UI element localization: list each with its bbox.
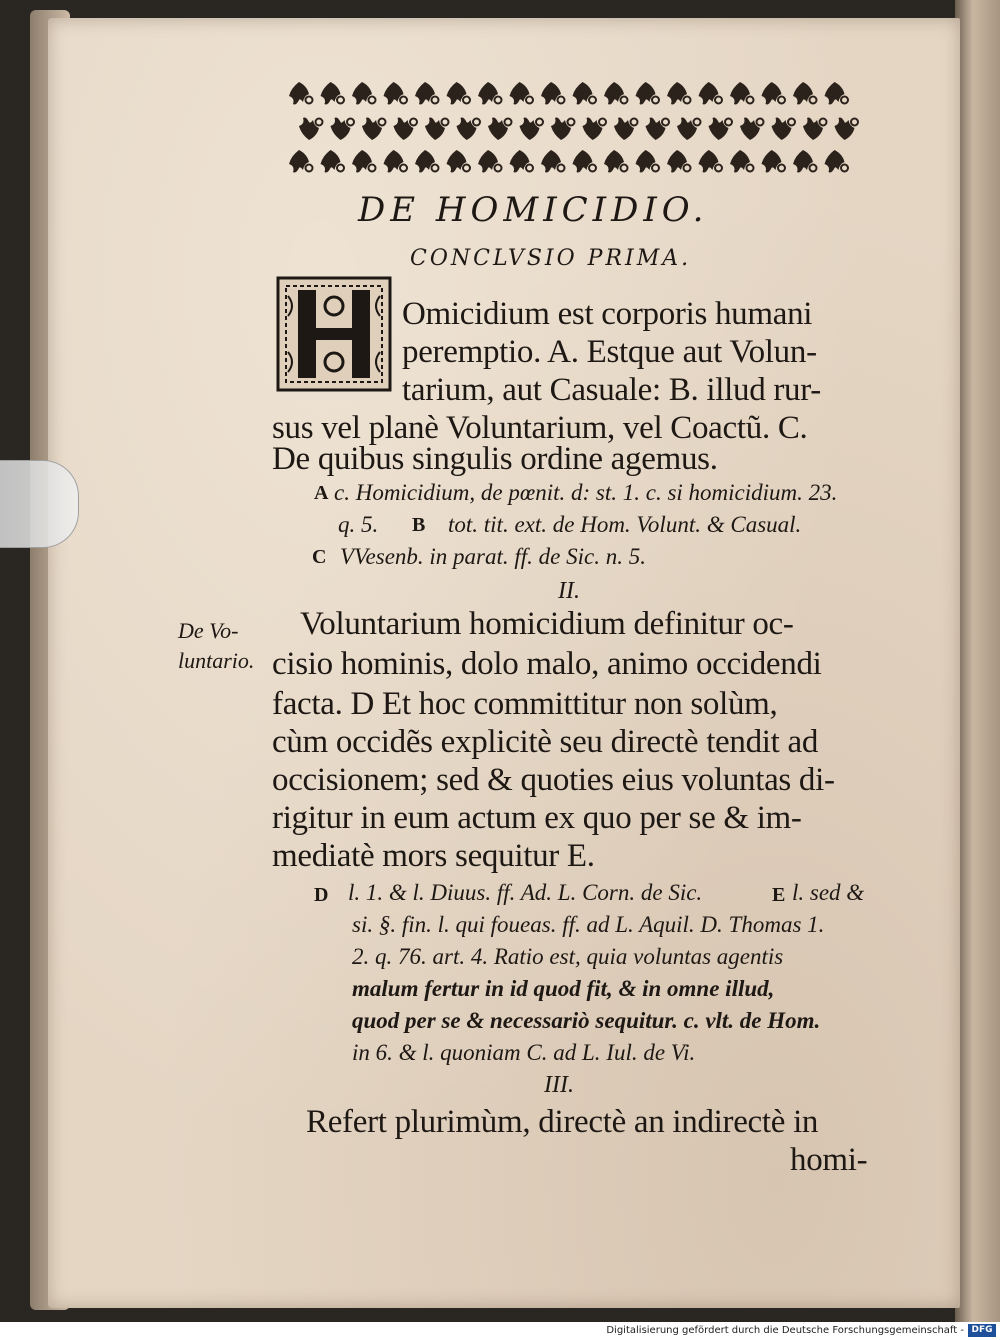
note-b-text: tot. tit. ext. de Hom. Volunt. & Casual. — [448, 512, 802, 537]
ornament-tendril — [526, 97, 533, 104]
note-e-line-5: quod per se & necessariò sequitur. c. vlt. de Hom. — [352, 1008, 821, 1033]
ornament-tendril — [463, 97, 470, 104]
ornament-tendril — [495, 97, 502, 104]
dfg-logo: DFG — [968, 1324, 996, 1337]
conclusion1-line-1: Omicidium est corporis humani — [402, 296, 813, 332]
conclusion1-line-3: tarium, aut Casuale: B. illud rur- — [402, 372, 821, 408]
ornament-tendril — [306, 97, 313, 104]
footer-credit: Digitalisierung gefördert durch die Deutsche Forschungsgemeinschaft - — [606, 1325, 964, 1336]
ornament-tendril — [400, 97, 407, 104]
conclusion1-line-5: De quibus singulis ordine agemus. — [272, 441, 718, 477]
ornament-tendril — [778, 97, 785, 104]
ornament-tendril — [725, 119, 732, 126]
ornament-tendril — [621, 97, 628, 104]
section2-line-7: mediatè mors sequitur E. — [272, 838, 595, 874]
note-e-line-4: malum fertur in id quod fit, & in omne illud, — [352, 976, 775, 1001]
note-e-text: l. sed & — [792, 880, 865, 905]
margin-note-line-2: luntario. — [178, 648, 255, 673]
ornament-tendril — [747, 165, 754, 172]
ornament-tendril — [306, 165, 313, 172]
ornament-tendril — [841, 165, 848, 172]
conclusion1-line-2: peremptio. A. Estque aut Volun- — [402, 334, 817, 370]
ornament-tendril — [568, 119, 575, 126]
ornament-band — [285, 76, 867, 184]
note-marker-c: C — [312, 546, 327, 568]
ornament-tendril — [684, 165, 691, 172]
book-clip — [0, 460, 79, 548]
section3-line-1: Refert plurimùm, directè an indirectè in — [306, 1104, 819, 1140]
note-e-line-6: in 6. & l. quoniam C. ad L. Iul. de Vi. — [352, 1040, 696, 1065]
section2-line-4: cùm occidẽs explicitè seu directè tendit ad — [272, 724, 819, 760]
section-number-3: III. — [544, 1072, 574, 1098]
ornament-tendril — [599, 119, 606, 126]
ornament-tendril — [652, 165, 659, 172]
ornament-tendril — [526, 165, 533, 172]
ornament-tendril — [621, 165, 628, 172]
margin-note-line-1: De Vo- — [178, 618, 239, 643]
ornament-tendril — [432, 97, 439, 104]
section2-line-5: occisionem; sed & quoties eius voluntas di- — [272, 762, 835, 798]
note-marker-e: E — [772, 884, 786, 906]
ornament-tendril — [631, 119, 638, 126]
ornament-tendril — [810, 165, 817, 172]
note-c-text: VVesenb. in parat. ff. de Sic. n. 5. — [340, 544, 646, 569]
ornament-tendril — [662, 119, 669, 126]
ornament-tendril — [589, 165, 596, 172]
ornament-tendril — [788, 119, 795, 126]
conclusion1-line-4: sus vel planè Voluntarium, vel Coactũ. C. — [272, 410, 808, 446]
ornament-tendril — [347, 119, 354, 126]
section-number-2: II. — [558, 578, 580, 604]
conclusion-heading: CONCLVSIO PRIMA. — [410, 246, 692, 271]
ornament-tendril — [536, 119, 543, 126]
ornament-tendril — [316, 119, 323, 126]
ornament-tendril — [778, 165, 785, 172]
note-e-line-3: 2. q. 76. art. 4. Ratio est, quia voluntas agentis — [352, 944, 784, 969]
note-marker-a: A — [314, 482, 329, 504]
ornament-tendril — [684, 97, 691, 104]
ornament-tendril — [463, 165, 470, 172]
note-marker-d: D — [314, 884, 329, 906]
ornament-tendril — [495, 165, 502, 172]
ornament-tendril — [558, 165, 565, 172]
ornament-tendril — [715, 165, 722, 172]
ornament-tendril — [558, 97, 565, 104]
section2-line-1: Voluntarium homicidium definitur oc- — [300, 606, 794, 642]
ornament-tendril — [589, 97, 596, 104]
note-marker-b: B — [412, 514, 426, 536]
ornament-tendril — [410, 119, 417, 126]
note-e-line-2: si. §. fin. l. qui foueas. ff. ad L. Aquil. D. Thomas 1. — [352, 912, 825, 937]
note-d-text: l. 1. & l. Diuus. ff. Ad. L. Corn. de Sic. — [348, 880, 703, 905]
ornament-tendril — [652, 97, 659, 104]
ornament-tendril — [505, 119, 512, 126]
ornament-tendril — [851, 119, 858, 126]
ornament-tendril — [337, 97, 344, 104]
ornament-tendril — [694, 119, 701, 126]
decorated-initial — [276, 276, 392, 392]
note-a-continued: q. 5. — [338, 512, 379, 537]
ornament-tendril — [337, 165, 344, 172]
ornament-tendril — [369, 97, 376, 104]
ornament-tendril — [841, 97, 848, 104]
ornament-tendril — [442, 119, 449, 126]
ornament-tendril — [715, 97, 722, 104]
ornament-tendril — [432, 165, 439, 172]
ornament-tendril — [400, 165, 407, 172]
note-a-text: c. Homicidium, de pœnit. d: st. 1. c. si homicidium. 23. — [334, 480, 838, 505]
ornament-tendril — [810, 97, 817, 104]
section2-line-2: cisio hominis, dolo malo, animo occidendi — [272, 646, 822, 682]
catchword: homi- — [790, 1142, 868, 1178]
ornament-tendril — [473, 119, 480, 126]
ornament-tendril — [379, 119, 386, 126]
ornament-tendril — [369, 165, 376, 172]
ornament-tendril — [757, 119, 764, 126]
page-title: DE HOMICIDIO. — [358, 190, 709, 230]
section2-line-6: rigitur in eum actum ex quo per se & im- — [272, 800, 802, 836]
ornament-tendril — [747, 97, 754, 104]
page-edge-right — [955, 0, 1000, 1322]
ornament-tendril — [820, 119, 827, 126]
section2-line-3: facta. D Et hoc committitur non solùm, — [272, 686, 778, 722]
